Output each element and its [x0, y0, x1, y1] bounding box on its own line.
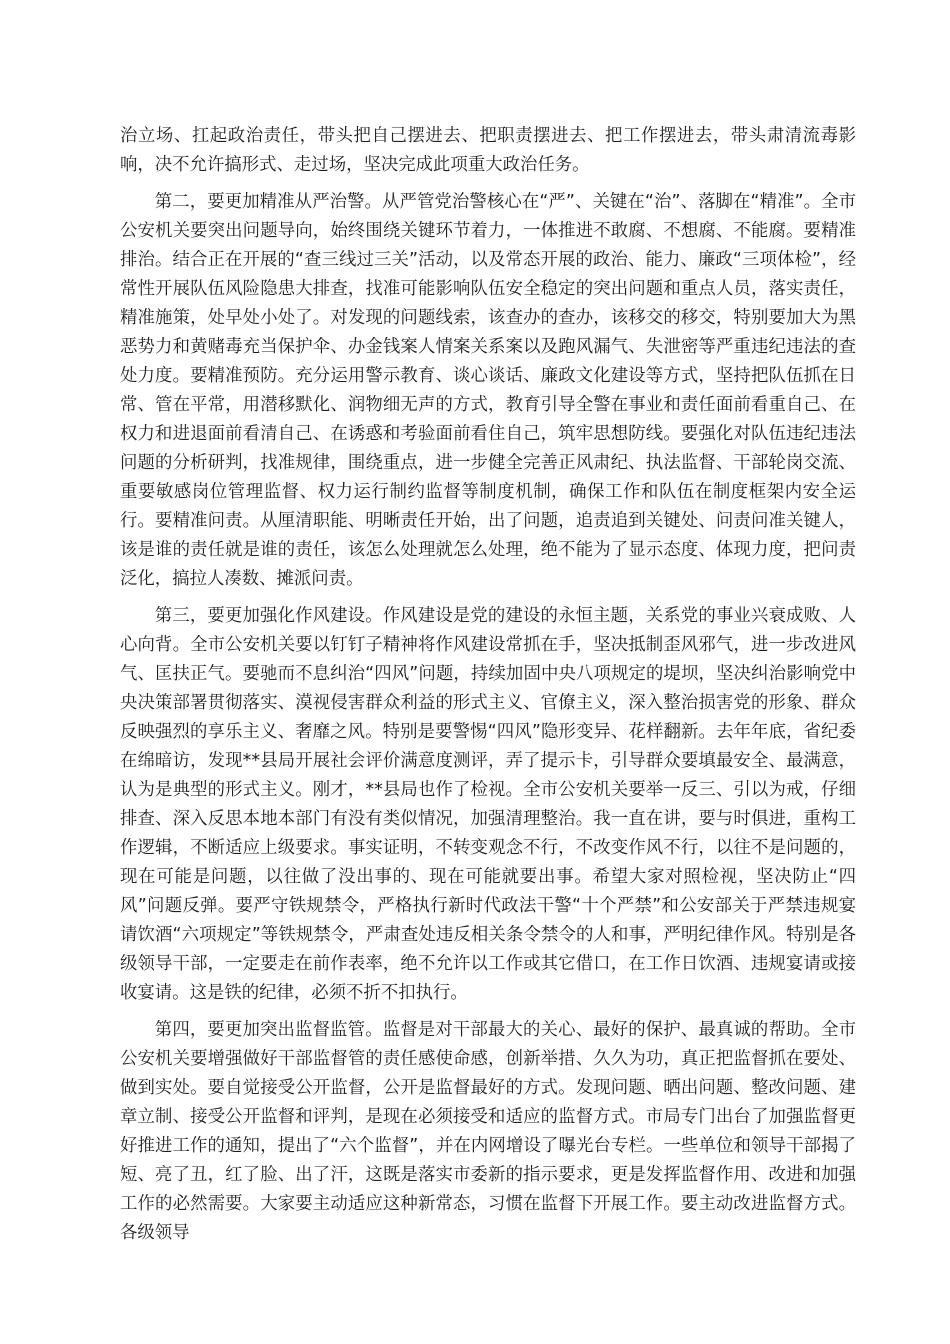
- paragraph-continuation: 治立场、扛起政治责任，带头把自己摆进去、把职责摆进去、把工作摆进去，带头肃清流毒影响，决不允许搞形式、走过场，坚决完成此项重大政治任务。: [120, 126, 856, 175]
- paragraph-second-point: 第二，要更加精准从严治警。从严管党治警核心在“严”、关键在“治”、落脚在“精准”。全市公安机关要突出问题导向，始终围绕关键环节着力，一体推进不敢腐、不想腐、不能腐。要精准排治。结合正在开展的“查三线过三关”活动，以及常态开展的政治、能力、廉政“三项体检”，经常性开展队伍风险隐患大排查，找准可能影响队伍安全稳定的突出问题和重点人员，落实责任，精准施策，处早处小处了。对发现的问题线索，该查办的查办，该移交的移交，特别要加大为黑恶势力和黄赌毒充当保护伞、办金钱案人情案关系案以及跑风漏气、失泄密等严重违纪违法的查处力度。要精准预防。充分运用警示教育、谈心谈话、廉政文化建设等方式，坚持把队伍抓在日常、管在平常，用潜移默化、润物细无声的方式，教育引导全警在事业和责任面前看重自己、在权力和进退面前看清自己、在诱惑和考验面前看住自己，筑牢思想防线。要强化对队伍违纪违法问题的分析研判，找准规律，围绕重点，进一步健全完善正风肃纪、执法监督、干部轮岗交流、重要敏感岗位管理监督、权力运行制约监督等制度机制，确保工作和队伍在制度框架内安全运行。要精准问责。从厘清职能、明晰责任开始，出了问题，追责追到关键处、问责问准关键人，该是谁的责任就是谁的责任，该怎么处理就怎么处理，绝不能为了显示态度、体现力度，把问责泛化，搞拉人凑数、摊派问责。: [120, 192, 856, 589]
- document-body: [120, 122, 856, 1248]
- paragraph-fourth-point: 第四，要更加突出监督监管。监督是对干部最大的关心、最好的保护、最真诚的帮助。全市公安机关要增强做好干部监督管的责任感使命感，创新举措、久久为功，真正把监督抓在要处、做到实处。要自觉接受公开监督，公开是监督最好的方式。发现问题、晒出问题、整改问题、建章立制、接受公开监督和评判，是现在必须接受和适应的监督方式。市局专门出台了加强监督更好推进工作的通知，提出了“六个监督”，并在内网增设了曝光台专栏。一些单位和领导干部揭了短、亮了丑，红了脸、出了汗，这既是落实市委新的指示要求，更是发挥监督作用、改进和加强工作的必然需要。大家要主动适应这种新常态，习惯在监督下开展工作。要主动改进监督方式。各级领导: [120, 1020, 856, 1243]
- paragraph-third-point: 第三，要更加强化作风建设。作风建设是党的建设的永恒主题，关系党的事业兴衰成败、人心向背。全市公安机关要以钉钉子精神将作风建设常抓在手，坚决抵制歪风邪气，进一步改进风气、匡扶正气。要驰而不息纠治“四风”问题，持续加固中央八项规定的堤坝，坚决纠治影响党中央决策部署贯彻落实、漠视侵害群众利益的形式主义、官僚主义，深入整治损害党的形象、群众反映强烈的享乐主义、奢靡之风。特别是要警惕“四风”隐形变异、花样翻新。去年年底，省纪委在绵暗访，发现**县局开展社会评价满意度测评，弄了提示卡，引导群众要填最安全、最满意，认为是典型的形式主义。刚才，**县局也作了检视。全市公安机关要举一反三、引以为戒，仔细排查、深入反思本地本部门有没有类似情况，加强清理整治。我一直在讲，要与时俱进，重构工作逻辑，不断适应上级要求。事实证明，不转变观念不行，不改变作风不行，以往不是问题的，现在可能是问题，以往做了没出事的、现在可能就要出事。希望大家对照检视，坚决防止“四风”问题反弹。要严守铁规禁令，严格执行新时代政法干警“十个严禁”和公安部关于严禁违规宴请饮酒“六项规定”等铁规禁令，严肃查处违反相关条令禁令的人和事，严明纪律作风。特别是各级领导干部，一定要走在前作表率，绝不允许以工作或其它借口，在工作日饮酒、违规宴请或接收宴请。这是铁的纪律，必须不折不扣执行。: [120, 606, 856, 1003]
